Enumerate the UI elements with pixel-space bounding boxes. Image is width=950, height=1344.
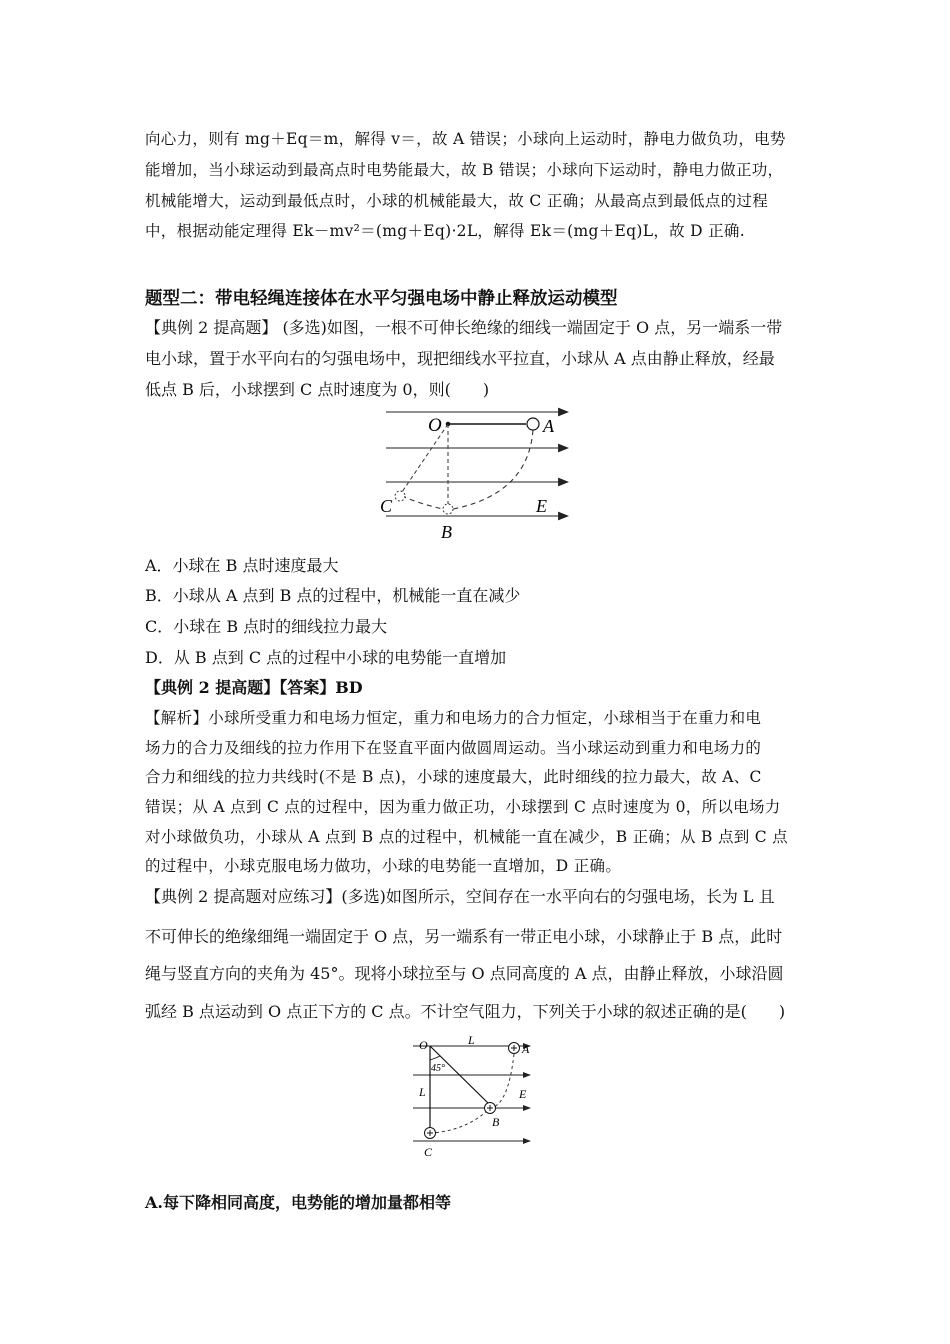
practice-question-line-4: 弧经 B 点运动到 O 点正下方的 C 点。不计空气阻力，下列关于小球的叙述正确的是( ) [145, 1002, 786, 1021]
solution-line-1: 向心力，则有 mg＋Eq＝m，解得 v＝，故 A 错误；小球向上运动时，静电力做负功，电势 [145, 130, 786, 148]
label-e: E [519, 1087, 527, 1101]
practice-question-line-2: 不可伸长的绝缘细绳一端固定于 O 点，另一端系有一带正电小球，小球静止于 B 点，此时 [145, 927, 783, 946]
angle-arc [430, 1056, 440, 1060]
analysis-line-6: 的过程中，小球克服电场力做功，小球的电势能一直增加，D 正确。 [145, 857, 622, 875]
solution-line-2: 能增加，当小球运动到最高点时电势能最大，故 B 错误；小球向下运动时，静电力做正功， [145, 161, 784, 179]
example2-question-line-1: 【典例 2 提高题】 (多选)如图，一根不可伸长绝缘的细线一端固定于 O 点，另一端系一带 [145, 318, 783, 337]
label-b: B [492, 1115, 500, 1129]
option-c: C．小球在 B 点时的细线拉力最大 [145, 617, 388, 636]
label-o: O [419, 1038, 428, 1052]
analysis-line-4: 错误；从 A 点到 C 点的过程中，因为重力做正功，小球摆到 C 点时速度为 0，所以电场力 [145, 798, 781, 816]
label-b: B [441, 522, 452, 542]
example2-question-line-2: 电小球，置于水平向右的匀强电场中，现把细线水平拉直，小球从 A 点由静止释放，经最 [145, 349, 775, 368]
label-angle: 45° [431, 1063, 445, 1074]
ball-b [485, 1103, 496, 1114]
label-a: A [543, 416, 554, 436]
answer-line: 【典例 2 提高题】【答案】BD [145, 678, 363, 697]
solution-line-3: 机械能增大，运动到最低点时，小球的机械能最大，故 C 正确；从最高点到最低点的过程 [145, 192, 769, 210]
analysis-line-1: 【解析】小球所受重力和电场力恒定，重力和电场力的合力恒定，小球相当于在重力和电 [145, 709, 762, 727]
example2-question-line-3: 低点 B 后，小球摆到 C 点时速度为 0，则( ) [145, 380, 490, 399]
option-b: B．小球从 A 点到 B 点的过程中，机械能一直在减少 [145, 586, 521, 605]
practice-question-line-3: 绳与竖直方向的夹角为 45°。现将小球拉至与 O 点同高度的 A 点，由静止释放，小球沿圆 [145, 964, 784, 983]
label-c: C [424, 1145, 433, 1159]
solution-line-4: 中，根据动能定理得 Ek－mv²＝(mg＋Eq)·2L，解得 Ek＝(mg＋Eq)L，故 D 正确. [145, 222, 745, 240]
section-title: 题型二：带电轻绳连接体在水平匀强电场中静止释放运动模型 [145, 289, 618, 309]
ball-at-c [395, 491, 405, 501]
practice-figure [408, 1034, 558, 1164]
label-l-left: L [419, 1085, 426, 1099]
ball-at-b [443, 504, 453, 514]
ball-a [509, 1043, 520, 1054]
label-c: C [380, 496, 393, 516]
analysis-line-3: 合力和细线的拉力共线时(不是 B 点)，小球的速度最大，此时细线的拉力最大，故 A、C [145, 768, 762, 786]
label-o: O [428, 415, 442, 436]
option-a: A．小球在 B 点时速度最大 [145, 556, 339, 575]
ball-at-a [527, 418, 539, 430]
option-d: D．从 B 点到 C 点的过程中小球的电势能一直增加 [145, 648, 507, 667]
analysis-line-2: 场力的合力及细线的拉力作用下在竖直平面内做圆周运动。当小球运动到重力和电场力的 [145, 739, 762, 757]
example2-figure [378, 404, 576, 544]
ball-c [425, 1128, 436, 1139]
analysis-line-5: 对小球做负功，小球从 A 点到 B 点的过程中，机械能一直在减少，B 正确；从 B 点到 C 点 [145, 828, 788, 846]
label-a: A [522, 1042, 530, 1056]
practice-option-a: A.每下降相同高度，电势能的增加量都相等 [145, 1193, 451, 1212]
label-l-top: L [468, 1034, 475, 1047]
label-e: E [536, 496, 547, 516]
swing-arc [398, 430, 533, 510]
practice-question-line-1: 【典例 2 提高题对应练习】(多选)如图所示，空间存在一水平向右的匀强电场，长为 L 且 [145, 887, 775, 906]
